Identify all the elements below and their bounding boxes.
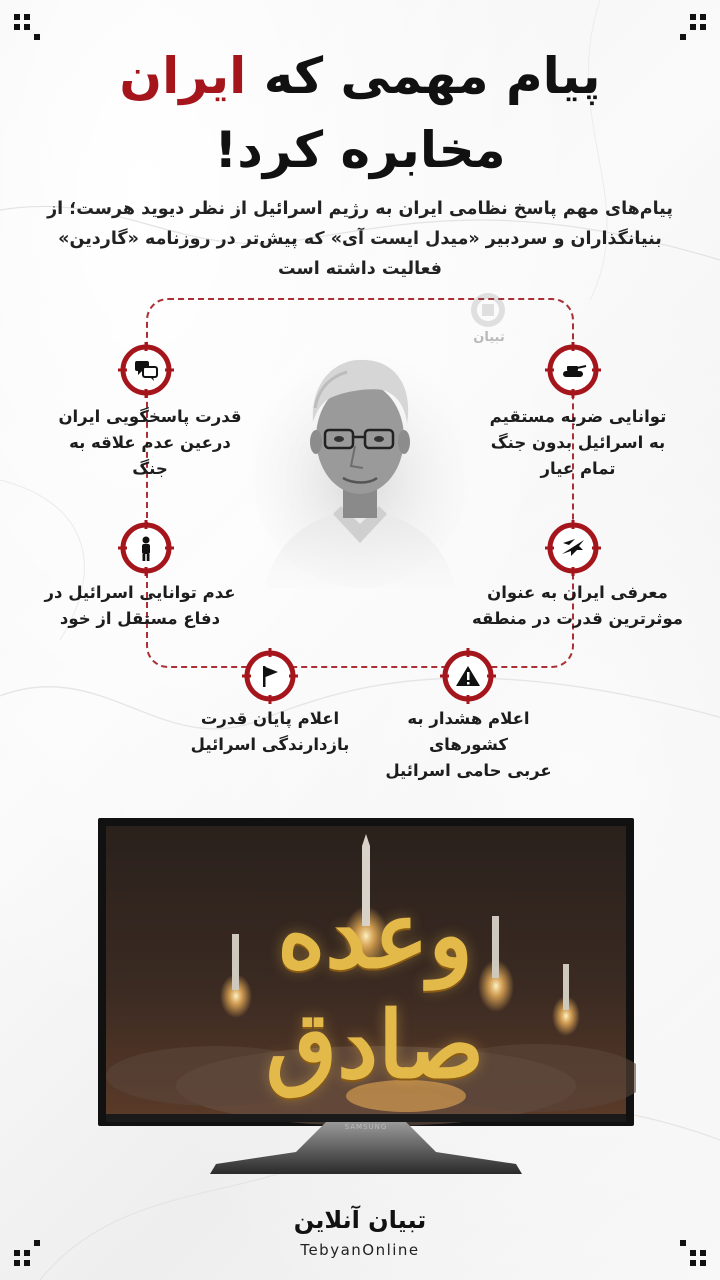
chat-icon xyxy=(132,356,160,384)
point-text: درعین عدم علاقه به xyxy=(69,433,231,452)
tank-icon xyxy=(559,356,587,384)
calligraphy-line: وعده xyxy=(277,881,473,989)
point-text: موثرترین قدرت در منطقه xyxy=(471,609,684,628)
jet-icon xyxy=(559,534,587,562)
soldier-icon xyxy=(132,534,160,562)
target-warning xyxy=(440,648,496,704)
headline-highlight: ایران xyxy=(119,47,247,105)
description-line: پیام‌های مهم پاسخ نظامی ایران به رژیم اسرائیل از نظر دیوید هرست؛ از xyxy=(47,199,673,219)
flag-icon xyxy=(256,662,284,690)
point-response-capability xyxy=(55,404,245,482)
point-most-effective-power xyxy=(470,580,685,632)
point-text: عربی حامی اسرائیل xyxy=(385,761,552,780)
point-text: بازدارندگی اسرائیل xyxy=(190,735,350,754)
point-text: تمام عیار xyxy=(540,459,616,478)
target-flag xyxy=(242,648,298,704)
headline-line-2: مخابره کرد! xyxy=(214,121,506,179)
target-chat xyxy=(118,342,174,398)
point-text: اعلام پایان قدرت xyxy=(200,709,340,728)
point-warning-arab-states xyxy=(366,706,571,784)
description-line: فعالیت داشته است xyxy=(277,259,442,279)
point-text: دفاع مستقل از خود xyxy=(59,609,221,628)
point-no-independent-defense xyxy=(35,580,245,632)
point-text: معرفی ایران به عنوان xyxy=(487,583,668,602)
point-text: قدرت پاسخگویی ایران xyxy=(58,407,242,426)
headline-line-1 xyxy=(0,44,720,108)
point-text: اعلام هشدار به کشورهای xyxy=(407,709,530,754)
description-line: بنیانگذاران و سردبیر «میدل ایست آی» که پیش‌تر در روزنامه «گاردین» xyxy=(58,229,662,249)
david-hearst-portrait xyxy=(255,338,465,588)
watermark-text: تبیان xyxy=(473,330,505,345)
tebyan-online-logo: تبیان آنلاین xyxy=(293,1206,427,1234)
intro-description xyxy=(40,194,680,284)
warning-icon xyxy=(454,662,482,690)
headline-prefix: پیام مهمی که xyxy=(263,47,601,105)
point-text: به اسرائیل بدون جنگ xyxy=(490,433,666,452)
corner-ornament-icon xyxy=(14,14,40,40)
target-jet xyxy=(545,520,601,576)
point-direct-strike xyxy=(478,404,678,482)
tv-brand-label: SAMSUNG xyxy=(344,1123,388,1131)
point-text: توانایی ضربه مستقیم xyxy=(489,407,667,426)
target-tank xyxy=(545,342,601,398)
point-end-deterrence xyxy=(180,706,360,758)
target-soldier xyxy=(118,520,174,576)
point-text: عدم توانایی اسرائیل در xyxy=(44,583,236,602)
calligraphy-line: صادق xyxy=(265,991,485,1099)
tebyan-online-logo-latin: TebyanOnline xyxy=(300,1241,420,1259)
vaadeh-sadegh-calligraphy xyxy=(140,880,610,1100)
point-text: جنگ xyxy=(132,459,168,478)
corner-ornament-icon xyxy=(680,14,706,40)
